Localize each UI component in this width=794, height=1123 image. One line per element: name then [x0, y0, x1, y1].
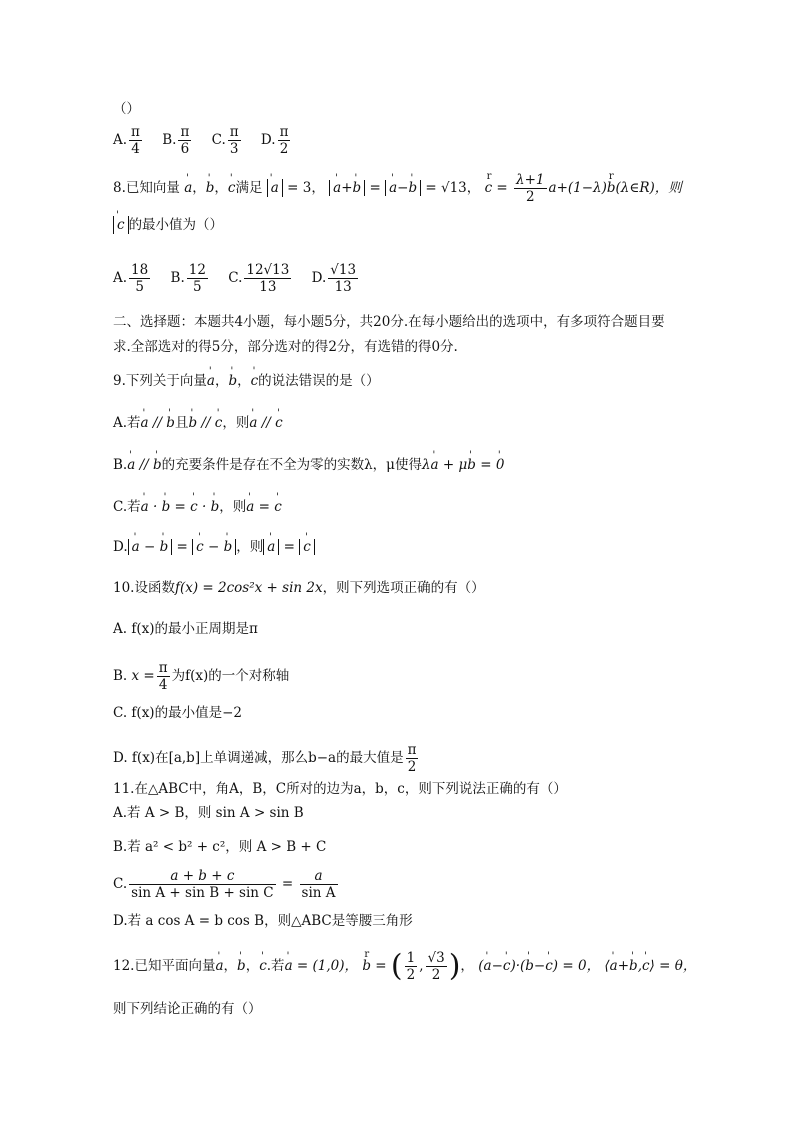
q10-option-b: B. x = $\frac{\pi}{4}$ 为f(x)的一个对称轴 — [113, 660, 290, 693]
q7-option-c: C. $\frac{\pi}{3}$ — [211, 124, 239, 157]
q7-option-b: B. $\frac{\pi}{6}$ — [162, 124, 190, 157]
q11-option-d: D.若 a cos A = b cos B，则△ABC是等腰三角形 — [113, 913, 413, 929]
q8-option-a: A. $\frac{18}{5}$ — [113, 262, 149, 295]
q9-option-d: D.' a − ' b = ' c − ' b ，则' a = ' c — [113, 538, 315, 556]
q8-option-b: B. $\frac{12}{5}$ — [170, 262, 206, 295]
q12-stem-line2: 则下列结论正确的有（） — [113, 1001, 262, 1017]
q9-option-c: C.若' a · ' b = ' c · ' b，则' a = ' c — [113, 498, 282, 516]
q10-option-a: A. f(x)的最小正周期是π — [113, 621, 258, 637]
q9-stem: 9.下列关于向量' a，' b，' c的说法错误的是（） — [113, 372, 380, 390]
q10-option-d: D. f(x)在[a,b]上单调递减，那么b−a的最大值是 $\frac{\pi}{2}$ — [113, 742, 417, 775]
q7-options — [113, 124, 306, 157]
q9-option-a: A.若' a // ' b且' b // ' c，则' a // ' c — [113, 414, 283, 432]
q7-option-d: D. $\frac{\pi}{2}$ — [260, 124, 289, 157]
q9-option-b: B.' a // ' b的充要条件是存在不全为零的实数λ，μ使得λ' a + μ' b = ' 0 — [113, 456, 504, 474]
q11-stem: 11.在△ABC中，角A，B，C所对的边为a，b，c，则下列说法正确的有（） — [113, 781, 567, 797]
q11-option-b: B.若 a² < b² + c²，则 A > B + C — [113, 839, 327, 855]
q8-options — [113, 262, 374, 295]
q8-stem-line2: ' c 的最小值为（） — [113, 216, 223, 234]
q10-stem: 10.设函数f(x) = 2cos²x + sin 2x，则下列选项正确的有（） — [113, 580, 485, 596]
section-header-line1: 二、选择题：本题共4小题，每小题5分，共20分.在每小题给出的选项中，有多项符合题目要 — [113, 314, 665, 330]
q12-stem: 12.已知平面向量' a，' b，' c.若' a = (1,0)， r b = ( $\frac{1}{2}$ , $\frac{√3}{2}$ )， (' a−' c)·(' b−' c) = 0， ⟨' a+' b,' c⟩ = θ， — [113, 950, 696, 983]
q11-option-a: A.若 A > B，则 sin A > sin B — [113, 805, 304, 821]
section-header-line2: 求.全部选对的得5分，部分选对的得2分，有选错的得0分. — [113, 339, 458, 355]
q8-option-d: D. $\frac{√13}{13}$ — [311, 262, 357, 295]
q11-option-c: C. $\frac{a + b + c}{\text{sin A + sin B + sin C}}$ = $\frac{a}{\text{sin A}}$ — [113, 868, 336, 901]
q8-stem: 8.已知向量 ' a，' b，' c满足 ' a = 3， ' a+' b = ' a−' b = √13， r c = $\frac{\lambda+1}{2}$ a+(1−λ)r b(λ∈R)，则 — [113, 172, 682, 205]
q8-option-c: C. $\frac{12√13}{13}$ — [228, 262, 290, 295]
q7-option-a: A. $\frac{\pi}{4}$ — [113, 124, 140, 157]
q7-answer-paren: （） — [113, 101, 140, 117]
q10-option-c: C. f(x)的最小值是−2 — [113, 705, 242, 721]
